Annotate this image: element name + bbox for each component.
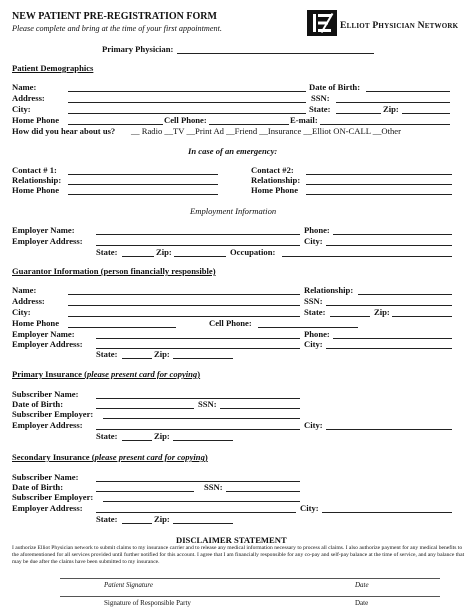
primary-zip-field[interactable] — [173, 440, 233, 441]
section-heading-guarantor: Guarantor Information (person financially responsible) — [12, 266, 216, 276]
occupation-label: Occupation: — [230, 247, 276, 257]
primary-city-label: City: — [304, 420, 323, 430]
patient-home-phone-label: Home Phone — [12, 115, 60, 125]
patient-dob-field[interactable] — [366, 91, 450, 92]
secondary-subscriber-employer-label: Subscriber Employer: — [12, 492, 94, 502]
emergency-heading: In case of an emergency: — [188, 146, 278, 156]
primary-ssn-field[interactable] — [220, 408, 300, 409]
employer-zip-label: Zip: — [156, 247, 172, 257]
section-heading-secondary-insurance — [12, 452, 208, 462]
guarantor-employer-name-label: Employer Name: — [12, 329, 75, 339]
guarantor-zip-field[interactable] — [392, 316, 452, 317]
guarantor-relationship-label: Relationship: — [304, 285, 354, 295]
secondary-subscriber-employer-field[interactable] — [103, 501, 300, 502]
guarantor-employer-name-field[interactable] — [96, 338, 300, 339]
logo-text: Elliot Physician Network — [340, 20, 459, 31]
patient-name-field[interactable] — [68, 91, 306, 92]
contact2-home-phone-field[interactable] — [306, 194, 452, 195]
guarantor-city-label: City: — [12, 307, 31, 317]
primary-ssn-label: SSN: — [198, 399, 217, 409]
contact2-home-phone-label: Home Phone — [251, 185, 299, 195]
guarantor-cell-phone-field[interactable] — [258, 327, 358, 328]
guarantor-employer-city-field[interactable] — [326, 348, 452, 349]
secondary-city-field[interactable] — [322, 512, 452, 513]
primary-insurance-heading-close: ) — [197, 369, 201, 379]
secondary-subscriber-name-label: Subscriber Name: — [12, 472, 79, 482]
primary-insurance-heading-note: please present card for copying — [86, 369, 198, 379]
secondary-employer-address-field[interactable] — [96, 512, 296, 513]
contact1-relationship-label: Relationship: — [12, 175, 62, 185]
form-subtitle: Please complete and bring at the time of your first appointment. — [12, 24, 222, 33]
secondary-city-label: City: — [300, 503, 319, 513]
primary-physician-field[interactable] — [177, 53, 374, 54]
contact2-relationship-field[interactable] — [306, 184, 452, 185]
primary-state-field[interactable] — [122, 440, 152, 441]
patient-ssn-label: SSN: — [311, 93, 330, 103]
patient-address-label: Address: — [12, 93, 45, 103]
patient-signature-label: Patient Signature — [104, 581, 153, 589]
primary-dob-label: Date of Birth: — [12, 399, 64, 409]
primary-physician-label: Primary Physician: — [102, 44, 174, 54]
contact1-relationship-field[interactable] — [68, 184, 218, 185]
guarantor-address-field[interactable] — [68, 305, 300, 306]
patient-state-label: State: — [309, 104, 331, 114]
secondary-state-field[interactable] — [122, 523, 152, 524]
primary-dob-field[interactable] — [96, 408, 194, 409]
contact2-relationship-label: Relationship: — [251, 175, 301, 185]
hear-about-label: How did you hear about us? — [12, 126, 116, 136]
secondary-state-label: State: — [96, 514, 118, 524]
responsible-signature-label: Signature of Responsible Party — [104, 599, 191, 607]
disclaimer-heading: DISCLAIMER STATEMENT — [176, 535, 287, 545]
patient-cell-phone-field[interactable] — [209, 124, 289, 125]
guarantor-employer-zip-label: Zip: — [154, 349, 170, 359]
contact2-label: Contact #2: — [251, 165, 294, 175]
employer-city-field[interactable] — [326, 245, 452, 246]
guarantor-employer-phone-field[interactable] — [333, 338, 452, 339]
secondary-employer-address-label: Employer Address: — [12, 503, 83, 513]
section-heading-primary-insurance — [12, 369, 200, 379]
contact1-home-phone-label: Home Phone — [12, 185, 60, 195]
patient-cell-phone-label: Cell Phone: — [164, 115, 207, 125]
guarantor-home-phone-field[interactable] — [68, 327, 176, 328]
employer-phone-label: Phone: — [304, 225, 330, 235]
guarantor-home-phone-label: Home Phone — [12, 318, 60, 328]
secondary-ssn-field[interactable] — [226, 491, 300, 492]
primary-employer-address-label: Employer Address: — [12, 420, 83, 430]
guarantor-employer-state-field[interactable] — [122, 358, 152, 359]
guarantor-name-label: Name: — [12, 285, 37, 295]
employer-phone-field[interactable] — [333, 234, 452, 235]
employer-state-label: State: — [96, 247, 118, 257]
patient-state-field[interactable] — [336, 113, 381, 114]
secondary-insurance-heading-text: Secondary Insurance ( — [12, 452, 95, 462]
responsible-signature-date-label: Date — [355, 599, 369, 607]
employment-heading: Employment Information — [190, 206, 277, 216]
employer-address-field[interactable] — [96, 245, 300, 246]
guarantor-state-field[interactable] — [330, 316, 370, 317]
employer-city-label: City: — [304, 236, 323, 246]
employer-state-field[interactable] — [122, 256, 154, 257]
secondary-subscriber-name-field[interactable] — [96, 481, 300, 482]
logo-icon — [307, 10, 337, 36]
patient-city-field[interactable] — [68, 113, 306, 114]
guarantor-employer-address-label: Employer Address: — [12, 339, 83, 349]
secondary-ssn-label: SSN: — [204, 482, 223, 492]
guarantor-ssn-label: SSN: — [304, 296, 323, 306]
form-title: NEW PATIENT PRE-REGISTRATION FORM — [12, 11, 217, 22]
guarantor-employer-zip-field[interactable] — [173, 358, 233, 359]
secondary-dob-label: Date of Birth: — [12, 482, 64, 492]
hear-about-options[interactable]: __ Radio __TV __Print Ad __Friend __Insurance __Elliot ON-CALL __Other — [131, 126, 401, 136]
guarantor-ssn-field[interactable] — [326, 305, 452, 306]
contact2-field[interactable] — [306, 174, 452, 175]
patient-address-field[interactable] — [68, 102, 306, 103]
guarantor-zip-label: Zip: — [374, 307, 390, 317]
responsible-signature-line[interactable] — [60, 596, 440, 597]
guarantor-cell-phone-label: Cell Phone: — [209, 318, 252, 328]
secondary-insurance-heading-note: please present card for copying — [94, 452, 205, 462]
guarantor-name-field[interactable] — [68, 294, 300, 295]
patient-ssn-field[interactable] — [336, 102, 450, 103]
employer-name-field[interactable] — [96, 234, 300, 235]
guarantor-address-label: Address: — [12, 296, 45, 306]
patient-city-label: City: — [12, 104, 31, 114]
contact1-field[interactable] — [68, 174, 218, 175]
guarantor-city-field[interactable] — [68, 316, 300, 317]
primary-zip-label: Zip: — [154, 431, 170, 441]
secondary-insurance-heading-close: ) — [204, 452, 208, 462]
patient-home-phone-field[interactable] — [68, 124, 163, 125]
secondary-zip-field[interactable] — [173, 523, 233, 524]
patient-zip-label: Zip: — [383, 104, 399, 114]
section-heading-demographics: Patient Demographics — [12, 63, 94, 73]
employer-name-label: Employer Name: — [12, 225, 75, 235]
disclaimer-text: I authorize Elliot Physician network to submit claims to my insurance carrier and to release any medical information necessary to process all claims. I also authorize payment for any medical benefits to the aforementioned for all services provided until further notified for this account. I agree that I am financially responsible for any co-pay and self-pay balance at the time of service, and any balance that may be due after the claims have been submitted to my insurance. — [12, 545, 465, 565]
guarantor-employer-address-field[interactable] — [96, 348, 300, 349]
contact1-home-phone-field[interactable] — [68, 194, 218, 195]
guarantor-relationship-field[interactable] — [358, 294, 452, 295]
patient-email-field[interactable] — [320, 124, 450, 125]
primary-subscriber-employer-field[interactable] — [103, 418, 300, 419]
guarantor-employer-phone-label: Phone: — [304, 329, 330, 339]
patient-zip-field[interactable] — [402, 113, 450, 114]
secondary-dob-field[interactable] — [96, 491, 194, 492]
primary-employer-address-field[interactable] — [96, 429, 300, 430]
patient-email-label: E-mail: — [290, 115, 318, 125]
contact1-label: Contact # 1: — [12, 165, 57, 175]
primary-subscriber-employer-label: Subscriber Employer: — [12, 409, 94, 419]
patient-signature-line[interactable] — [60, 578, 440, 579]
guarantor-employer-city-label: City: — [304, 339, 323, 349]
secondary-zip-label: Zip: — [154, 514, 170, 524]
primary-city-field[interactable] — [326, 429, 452, 430]
guarantor-state-label: State: — [304, 307, 326, 317]
primary-state-label: State: — [96, 431, 118, 441]
patient-name-label: Name: — [12, 82, 37, 92]
employer-zip-field[interactable] — [174, 256, 226, 257]
guarantor-employer-state-label: State: — [96, 349, 118, 359]
occupation-field[interactable] — [282, 256, 452, 257]
primary-insurance-heading-text: Primary Insurance ( — [12, 369, 87, 379]
employer-address-label: Employer Address: — [12, 236, 83, 246]
patient-signature-date-label: Date — [355, 581, 369, 589]
patient-dob-label: Date of Birth: — [309, 82, 361, 92]
primary-subscriber-name-label: Subscriber Name: — [12, 389, 79, 399]
